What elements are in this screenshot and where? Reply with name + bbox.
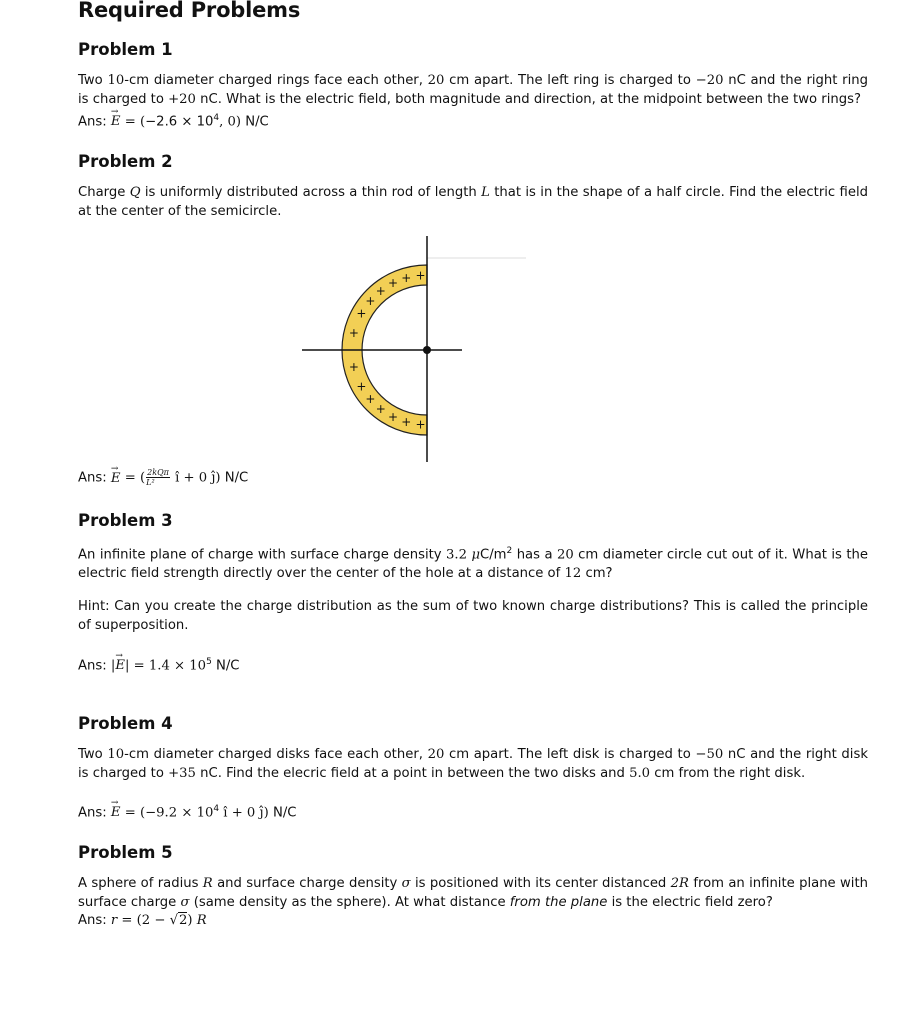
answer-fraction: $\frac{\text{2kQπ}}{\text{L²}}$ [146,468,169,487]
problem-4-answer: Ans: → $E = (-9.2 \times 10^4$ î + 0 ĵ) N/C [78,800,868,822]
problem-3-heading: Problem 3 [78,511,173,530]
plus-charge-14: + [415,417,426,432]
plus-charge-12: + [387,409,399,424]
problem-2-text: Charge Q is uniformly distributed across a thin rod of length L that is in the shape of a half circle. Find the electric field at the center of the semicircle. [78,185,869,219]
plus-charge-8: + [348,359,359,374]
problem-5-answer: Ans: r = (2 − √2) R [78,913,207,928]
semicircle-diagram [300,234,530,466]
problem-2-answer: Ans: → E = ( $\frac{\text{2kQπ}}{\text{L²}}$ î + 0 ĵ) N/C [78,468,868,488]
plus-charge-13: + [401,415,412,430]
problem-5-text: A sphere of radius R and surface charge density σ is positioned with its center distanced 2R from an infinite plane with surface charge σ (same density as the sphere). At what distance from the plane is the electric field zero? [78,876,868,910]
problem-3-hint: Hint: Can you create the charge distribution as the sum of two known charge distributions? This is called the principle of superposition. [78,599,868,633]
plus-charge-10: + [365,392,376,407]
problem-3-answer: Ans: |→ $E| = 1.4 \times 10^5$ N/C [78,653,868,675]
problem-1-text: Two 10-cm diameter charged rings face each other, 20 cm apart. The left ring is charged to −20 nC and the right ring is charged to +20 nC. What is the electric field, both magnitude and direction, at the midpoint between the two rings? [78,73,869,107]
plus-charge-2: + [401,270,412,285]
plus-charge-7: + [348,326,359,341]
plus-charge-4: + [375,283,386,298]
center-point [423,346,431,354]
problem-4-text: Two 10-cm diameter charged disks face each other, 20 cm apart. The left disk is charged to −50 nC and the right disk is charged to +35 nC. Find the elecric field at a point in between the two disks and 5.0 cm from the right disk. [78,747,868,781]
problem-5-heading: Problem 5 [78,843,173,862]
problem-1-heading: Problem 1 [78,40,173,59]
page-title: Required Problems [78,0,301,22]
plus-charge-11: + [375,402,386,417]
plus-charge-1: + [415,268,426,283]
plus-charge-9: + [356,379,367,394]
plus-charge-5: + [365,293,376,308]
problem-3-text: An infinite plane of charge with surface charge density 3.2 $\mu C/m^2$ has a 20 cm diameter circle cut out of it. What is the electric field strength directly over the center of the hole at a distance of 12 cm? [78,546,868,582]
problem-2-heading: Problem 2 [78,152,173,171]
semicircle-svg [300,234,530,466]
plus-charge-6: + [356,306,367,321]
plus-charge-3: + [387,276,399,291]
problem-1-answer: Ans: → $E = (-2.6 \times 10^4$, 0) N/C [78,109,868,131]
problem-4-heading: Problem 4 [78,714,173,733]
